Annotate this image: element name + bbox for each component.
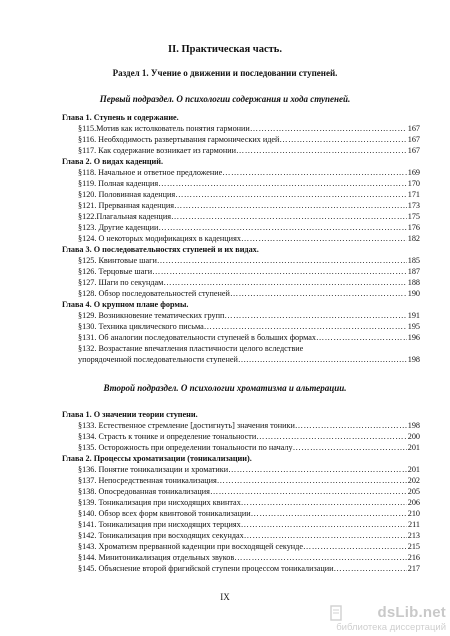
chapter-label: Глава 1.: [62, 410, 92, 419]
toc-entry: [62, 178, 420, 189]
entry-text: §124. О некоторых модификациях в каденциях: [78, 234, 241, 243]
dot-leader: [228, 464, 407, 475]
toc-entry: [62, 332, 420, 343]
toc-entry: [62, 189, 420, 200]
chapter-heading: [62, 453, 420, 464]
toc-entry: [62, 541, 420, 552]
toc-entry: [62, 266, 420, 277]
entry-text: §143. Хроматизм прерванной каденции при восходящей секунде: [78, 542, 303, 551]
entry-text: §122.Плагальная каденция: [78, 212, 171, 221]
entry-page: 167: [407, 124, 420, 133]
entry-text: §135. Осторожность при определении тональности по началу: [78, 443, 293, 452]
dot-leader: [152, 266, 407, 277]
dot-leader: [251, 508, 407, 519]
toc-entry: [62, 288, 420, 299]
entry-text: §131. Об аналогии последовательности ступеней в больших формах: [78, 333, 316, 342]
entry-page: 200: [407, 432, 420, 441]
table-of-contents-2: [62, 409, 420, 574]
entry-page: 185: [407, 256, 420, 265]
watermark-logo: dsLib.net: [377, 604, 446, 621]
dot-leader: [241, 497, 407, 508]
entry-text: §129. Возникновение тематических групп: [78, 311, 225, 320]
entry-page: 217: [407, 564, 420, 573]
dot-leader: [204, 321, 407, 332]
toc-entry: [62, 563, 420, 574]
chapter-label: Глава 4.: [62, 300, 92, 309]
dot-leader: [303, 541, 407, 552]
dot-leader: [334, 563, 407, 574]
toc-entry: [62, 233, 420, 244]
table-of-contents-1: [62, 112, 420, 365]
toc-entry-multiline: [62, 343, 420, 365]
chapter-heading: [62, 409, 420, 420]
dot-leader: [217, 475, 407, 486]
entry-text: §139. Тоникализация при нисходящих квинтах: [78, 498, 241, 507]
book-icon: [330, 605, 342, 621]
entry-page: 167: [407, 146, 420, 155]
entry-page: 175: [407, 212, 420, 221]
dot-leader: [157, 255, 407, 266]
dot-leader: [230, 288, 407, 299]
chapter-label: Глава 2.: [62, 454, 92, 463]
dot-leader: [256, 431, 406, 442]
entry-page: 196: [407, 333, 420, 342]
subdivision-title-1: Первый подраздел. О психологии содержания и хода ступеней.: [99, 94, 351, 104]
chapter-heading: [62, 299, 420, 310]
dot-leader: [295, 420, 407, 431]
entry-text: §130. Техника циклического письма: [78, 322, 204, 331]
toc-entry: [62, 123, 420, 134]
dot-leader: [158, 178, 407, 189]
entry-page: 176: [407, 223, 420, 232]
chapter-title: О последовательностях ступеней и их видах.: [93, 245, 259, 254]
dot-leader: [241, 233, 407, 244]
entry-page: 187: [407, 267, 420, 276]
dot-leader: [316, 332, 407, 343]
entry-text: §144. Минитоникализация отдельных звуков: [78, 553, 235, 562]
toc-entry: [62, 277, 420, 288]
entry-page: 202: [407, 476, 420, 485]
dot-leader: [163, 277, 406, 288]
toc-entry: [62, 464, 420, 475]
part-title: II. Практическая часть.: [168, 44, 282, 55]
toc-entry: [62, 321, 420, 332]
entry-text: §142. Тоникализация при восходящих секундах: [78, 531, 244, 540]
toc-entry: [62, 519, 420, 530]
entry-text: §123. Другие каденции: [78, 223, 159, 232]
chapter-title: О значении теории ступени.: [93, 410, 198, 419]
entry-text: §138. Опосредованная тоникализация: [78, 487, 210, 496]
entry-page: 210: [407, 509, 420, 518]
entry-page: 211: [408, 520, 420, 529]
dot-leader: [244, 530, 407, 541]
chapter-label: Глава 1.: [62, 113, 92, 122]
dot-leader: [175, 189, 407, 200]
subdivision-title-2: Второй подраздел. О психологии хроматизма и альтерации.: [103, 383, 347, 393]
entry-page: 188: [407, 278, 420, 287]
toc-entry: [62, 200, 420, 211]
dot-leader: [241, 519, 407, 530]
entry-line2: [78, 354, 420, 365]
chapter-title: О видах каденций.: [93, 157, 164, 166]
chapter-heading: [62, 112, 420, 123]
entry-text: §115.Мотив как истолкователь понятия гармонии: [78, 124, 250, 133]
toc-entry: [62, 530, 420, 541]
toc-entry: [62, 497, 420, 508]
dot-leader: [174, 200, 407, 211]
toc-entry: [62, 167, 420, 178]
entry-text: §118. Начальное и ответное предложение: [78, 168, 223, 177]
chapter-title: Процессы хроматизации (тоникализации).: [93, 454, 252, 463]
dot-leader: [279, 134, 406, 145]
entry-text: §126. Терцовые шаги: [78, 267, 153, 276]
dot-leader: [222, 167, 406, 178]
entry-text: §133. Естественное стремление [достигнуть] значения тоники: [78, 421, 295, 430]
entry-text: §120. Половинная каденция: [78, 190, 176, 199]
entry-page: 170: [407, 179, 420, 188]
entry-page: 167: [407, 135, 420, 144]
toc-entry: [62, 508, 420, 519]
entry-text: §134. Страсть к тонике и определение тональности: [78, 432, 257, 441]
entry-text: §141. Тоникализация при нисходящих терциях: [78, 520, 241, 529]
toc-entry: [62, 310, 420, 321]
entry-page: 205: [407, 487, 420, 496]
chapter-heading: [62, 156, 420, 167]
entry-page: 216: [407, 553, 420, 562]
entry-page: 190: [407, 289, 420, 298]
entry-page: 198: [407, 421, 420, 430]
toc-entry: [62, 486, 420, 497]
entry-text: §127. Шаги по секундам: [78, 278, 164, 287]
entry-text-line2: упорядоченной последовательности ступеней: [78, 355, 238, 364]
dot-leader: [158, 222, 406, 233]
section-title: Раздел 1. Учение о движении и последовании ступеней.: [112, 68, 338, 78]
toc-entry: [62, 442, 420, 453]
entry-page: 213: [407, 531, 420, 540]
entry-text: §137. Непосредственная тоникализация: [78, 476, 217, 485]
entry-page: 171: [407, 190, 420, 199]
entry-text: §125. Квинтовые шаги: [78, 256, 157, 265]
entry-text: §145. Объяснение второй фригийской ступени процессом тоникализации: [78, 564, 334, 573]
entry-page: 198: [407, 355, 420, 364]
entry-text: §117. Как содержание возникает из гармонии: [78, 146, 236, 155]
toc-entry: [62, 475, 420, 486]
dot-leader: [236, 145, 407, 156]
entry-page: 169: [407, 168, 420, 177]
dot-leader: [224, 310, 406, 321]
watermark: [330, 604, 446, 634]
entry-page: 182: [407, 234, 420, 243]
page-number: IX: [220, 592, 230, 602]
chapter-label: Глава 2.: [62, 157, 92, 166]
entry-text: §116. Необходимость развертывания гармонических идей: [78, 135, 280, 144]
toc-entry: [62, 552, 420, 563]
toc-entry: [62, 420, 420, 431]
entry-text-line1: §132. Возрастание впечатления пластичности целого вследствие: [78, 344, 304, 353]
dot-leader: [171, 211, 407, 222]
entry-page: 201: [407, 465, 420, 474]
toc-entry: [62, 222, 420, 233]
dot-leader: [234, 552, 406, 563]
dot-leader: [250, 123, 407, 134]
entry-page: 215: [407, 542, 420, 551]
entry-text: §136. Понятие тоникализации и хроматики: [78, 465, 229, 474]
entry-page: 206: [407, 498, 420, 507]
entry-page: 201: [407, 443, 420, 452]
dot-leader: [210, 486, 407, 497]
entry-page: 173: [407, 201, 420, 210]
toc-entry: [62, 134, 420, 145]
dot-leader: [293, 442, 407, 453]
toc-entry: [62, 255, 420, 266]
chapter-title: Ступень и содержание.: [93, 113, 179, 122]
entry-page: 195: [407, 322, 420, 331]
watermark-subtitle: библиотека диссертаций: [336, 622, 446, 633]
entry-text: §128. Обзор последовательностей ступеней: [78, 289, 230, 298]
toc-entry: [62, 211, 420, 222]
dot-leader: [238, 354, 408, 365]
entry-text: §140. Обзор всех форм квинтовой тоникализации: [78, 509, 251, 518]
entry-text: §119. Полная каденция: [78, 179, 159, 188]
chapter-title: О крупном плане формы.: [93, 300, 189, 309]
chapter-heading: [62, 244, 420, 255]
toc-entry: [62, 431, 420, 442]
chapter-label: Глава 3.: [62, 245, 92, 254]
entry-page: 191: [407, 311, 420, 320]
toc-entry: [62, 145, 420, 156]
entry-text: §121. Прерванная каденция: [78, 201, 175, 210]
